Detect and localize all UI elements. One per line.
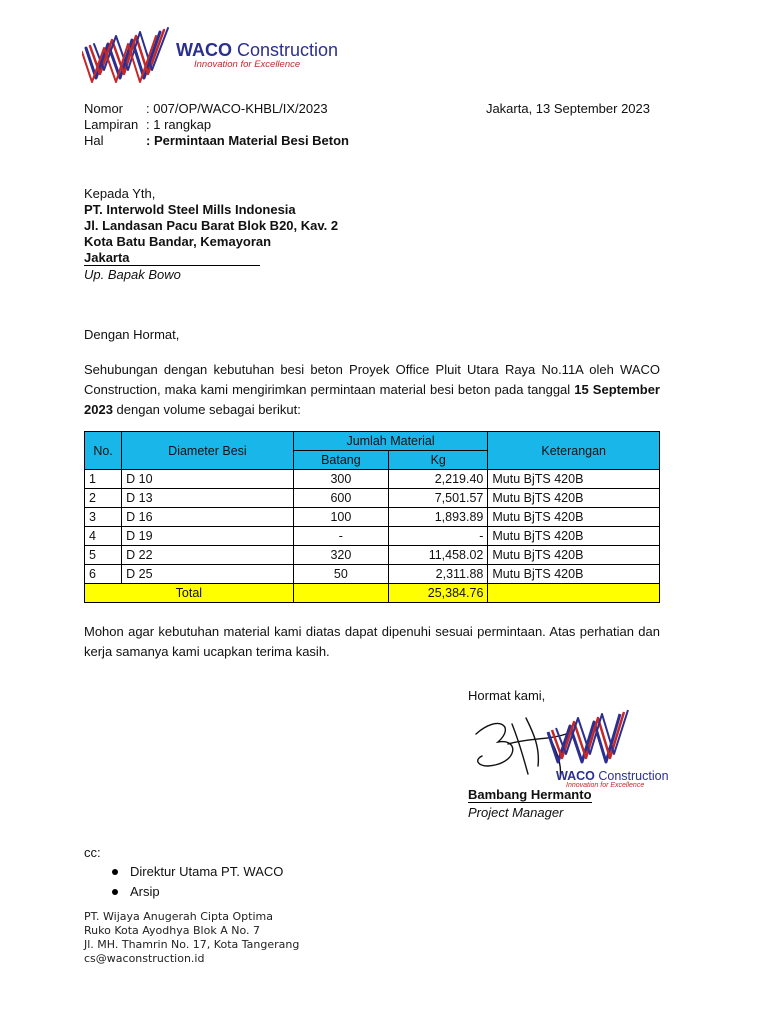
closing-paragraph: Mohon agar kebutuhan material kami diatas dapat dipenuhi sesuai permintaan. Atas perhatian dan kerja samanya kami ucapkan terima kasih. bbox=[84, 624, 660, 659]
recipient-company: PT. Interwold Steel Mills Indonesia bbox=[84, 202, 296, 217]
cell-batang: 50 bbox=[293, 565, 388, 584]
cell-diameter: D 10 bbox=[122, 470, 294, 489]
stamp-brand-tagline: Innovation for Excellence bbox=[566, 782, 645, 789]
col-no-header: No. bbox=[85, 432, 122, 470]
recipient-address2: Kota Batu Bandar, Kemayoran bbox=[84, 234, 272, 249]
hal-value: : Permintaan Material Besi Beton bbox=[146, 133, 349, 148]
table-row bbox=[85, 470, 660, 489]
nomor-label: Nomor bbox=[84, 101, 124, 116]
brand-tagline: Innovation for Excellence bbox=[194, 59, 301, 70]
request-date: 15 September 2023 bbox=[84, 382, 660, 417]
total-label: Total bbox=[85, 584, 294, 603]
footer-email: cs@waconstruction.id bbox=[84, 952, 205, 965]
cell-keterangan: Mutu BjTS 420B bbox=[488, 489, 660, 508]
cell-keterangan: Mutu BjTS 420B bbox=[488, 470, 660, 489]
cell-batang: 300 bbox=[293, 470, 388, 489]
cell-keterangan: Mutu BjTS 420B bbox=[488, 565, 660, 584]
cell-kg: 11,458.02 bbox=[389, 546, 488, 565]
cell-no: 5 bbox=[85, 546, 122, 565]
cell-keterangan: Mutu BjTS 420B bbox=[488, 527, 660, 546]
cc-label: cc: bbox=[84, 845, 101, 860]
footer-company: PT. Wijaya Anugerah Cipta Optima bbox=[84, 910, 273, 923]
recipient-city: Jakarta bbox=[84, 250, 260, 266]
bullet-icon bbox=[112, 889, 118, 895]
cell-kg: 2,311.88 bbox=[389, 565, 488, 584]
cell-kg: 1,893.89 bbox=[389, 508, 488, 527]
intro-paragraph: Sehubungan dengan kebutuhan besi beton Proyek Office Pluit Utara Raya No.11A oleh WACO Construction, maka kami mengirimkan permintaan material besi beton pada tanggal 15 September 2023 dengan volume sebagai berikut: bbox=[84, 362, 660, 417]
cell-kg: 7,501.57 bbox=[389, 489, 488, 508]
cell-batang: 100 bbox=[293, 508, 388, 527]
cell-diameter: D 25 bbox=[122, 565, 294, 584]
list-item: Arsip bbox=[108, 882, 283, 902]
stamp-brand-name: WACO Construction bbox=[556, 769, 669, 783]
col-diameter-header: Diameter Besi bbox=[122, 432, 294, 470]
lampiran-label: Lampiran bbox=[84, 117, 139, 132]
signatory-title: Project Manager bbox=[468, 805, 564, 820]
total-batang-cell bbox=[293, 584, 388, 603]
col-kg-header: Kg bbox=[389, 451, 488, 470]
cell-no: 3 bbox=[85, 508, 122, 527]
cell-keterangan: Mutu BjTS 420B bbox=[488, 508, 660, 527]
salutation: Dengan Hormat, bbox=[84, 327, 180, 342]
cc-list bbox=[108, 862, 283, 902]
total-row bbox=[85, 584, 660, 603]
recipient-greeting: Kepada Yth, bbox=[84, 186, 156, 201]
table-row bbox=[85, 546, 660, 565]
letter-date: Jakarta, 13 September 2023 bbox=[485, 101, 650, 116]
total-keterangan-cell bbox=[488, 584, 660, 603]
recipient-attn: Up. Bapak Bowo bbox=[84, 267, 181, 282]
cell-batang: 320 bbox=[293, 546, 388, 565]
cell-diameter: D 19 bbox=[122, 527, 294, 546]
footer-address1: Ruko Kota Ayodhya Blok A No. 7 bbox=[84, 924, 260, 937]
col-jumlah-header: Jumlah Material bbox=[293, 432, 488, 451]
hal-label: Hal bbox=[84, 133, 104, 148]
cell-no: 2 bbox=[85, 489, 122, 508]
list-item: Direktur Utama PT. WACO bbox=[108, 862, 283, 882]
cell-diameter: D 16 bbox=[122, 508, 294, 527]
cell-kg: - bbox=[389, 527, 488, 546]
table-row bbox=[85, 527, 660, 546]
footer-address bbox=[84, 910, 299, 966]
cell-batang: 600 bbox=[293, 489, 388, 508]
col-batang-header: Batang bbox=[293, 451, 388, 470]
table-row bbox=[85, 565, 660, 584]
lampiran-value: : 1 rangkap bbox=[146, 117, 212, 132]
signatory-name: Bambang Hermanto bbox=[468, 787, 592, 802]
table-row bbox=[85, 489, 660, 508]
recipient-address1: Jl. Landasan Pacu Barat Blok B20, Kav. 2 bbox=[84, 218, 339, 233]
cell-no: 1 bbox=[85, 470, 122, 489]
cell-keterangan: Mutu BjTS 420B bbox=[488, 546, 660, 565]
total-kg: 25,384.76 bbox=[389, 584, 488, 603]
brand-name: WACO Construction bbox=[176, 40, 339, 60]
col-keterangan-header: Keterangan bbox=[488, 432, 660, 470]
cell-batang: - bbox=[293, 527, 388, 546]
cell-diameter: D 22 bbox=[122, 546, 294, 565]
bullet-icon bbox=[112, 869, 118, 875]
footer-address2: Jl. MH. Thamrin No. 17, Kota Tangerang bbox=[84, 938, 300, 951]
cell-no: 4 bbox=[85, 527, 122, 546]
material-table bbox=[84, 431, 660, 603]
table-row bbox=[85, 508, 660, 527]
cell-kg: 2,219.40 bbox=[389, 470, 488, 489]
cell-diameter: D 13 bbox=[122, 489, 294, 508]
cell-no: 6 bbox=[85, 565, 122, 584]
signature-closing: Hormat kami, bbox=[468, 688, 546, 703]
nomor-value: : 007/OP/WACO-KHBL/IX/2023 bbox=[146, 101, 328, 116]
waco-logo-mark bbox=[82, 26, 178, 84]
